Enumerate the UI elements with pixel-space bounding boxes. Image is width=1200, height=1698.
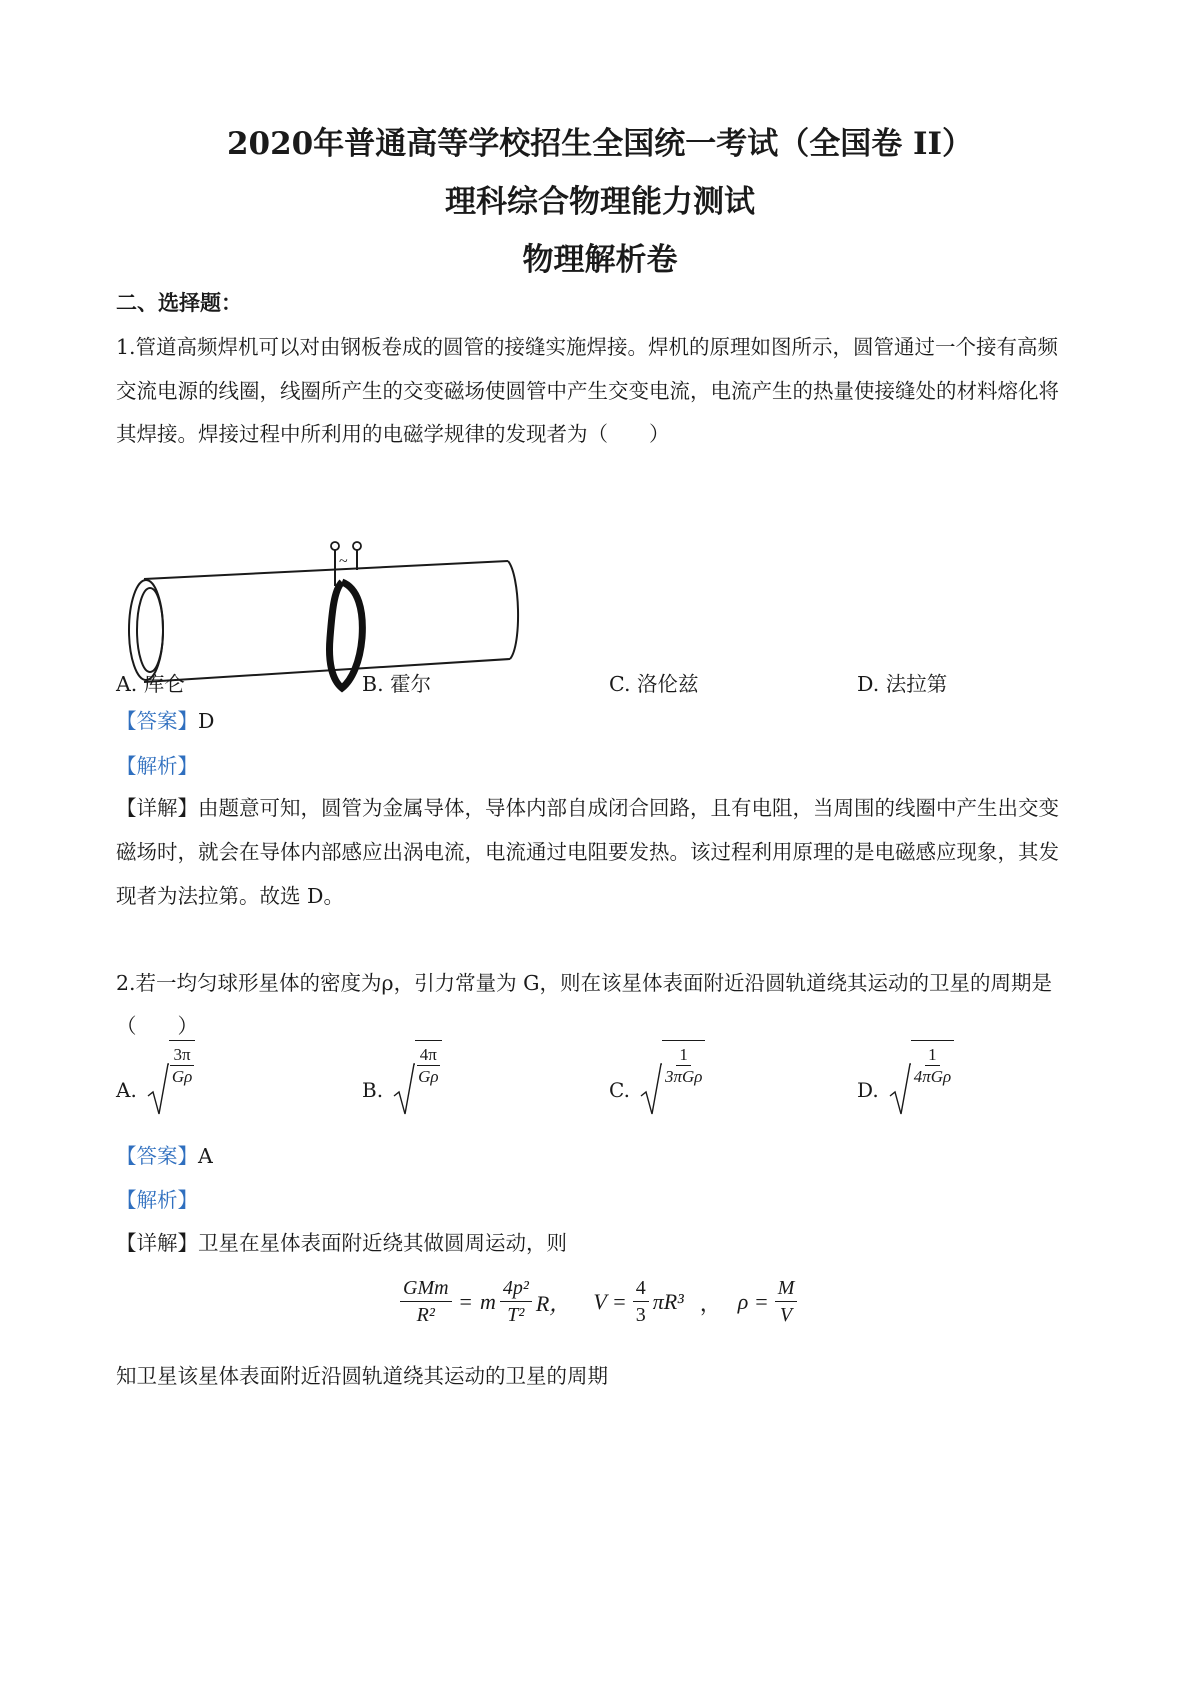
q1-detail-line-3: 现者为法拉第。故选 D。 — [116, 884, 344, 908]
coil-ring — [330, 582, 363, 688]
q2-analysis-tag: 【解析】 — [116, 1188, 198, 1212]
q1-answer-value: D — [198, 709, 215, 733]
section-heading: 二、选择题： — [116, 290, 242, 315]
page-title: 2020年普通高等学校招生全国统一考试（全国卷 II） — [226, 126, 974, 162]
q1-option-b[interactable]: B. 霍尔 — [362, 672, 432, 696]
q1-answer-tag: 【答案】 — [116, 709, 198, 733]
q2-d-numerator: 1 — [925, 1044, 940, 1066]
q2-option-c[interactable] — [609, 1044, 705, 1118]
q2-detail-line-2: 知卫星该星体表面附近沿圆轨道绕其运动的卫星的周期 — [116, 1364, 608, 1388]
terminal-right — [353, 542, 361, 550]
q2-a-denominator: Gρ — [171, 1067, 193, 1087]
ac-symbol: ~ — [339, 553, 348, 570]
eq-fraction-4: $\frac{M}{V}$ — [775, 1276, 798, 1328]
q1-text-line-1: 1.管道高频焊机可以对由钢板卷成的圆管的接缝实施焊接。焊机的原理如图所示，圆管通过一个接有高频 — [116, 335, 1059, 359]
q2-answer — [116, 1146, 213, 1167]
q2-option-d[interactable] — [857, 1044, 954, 1118]
q1-analysis-tag: 【解析】 — [116, 754, 198, 778]
q2-d-denominator: 4πGρ — [913, 1067, 952, 1087]
q1-text-line-3: 其焊接。焊接过程中所利用的电磁学规律的发现者为（ ） — [116, 422, 670, 446]
q2-c-numerator: 1 — [676, 1044, 691, 1066]
q2-text-line-2: （ ） — [116, 1014, 198, 1038]
q2-text-line-1: 2.若一均匀球形星体的密度为ρ，引力常量为 G，则在该星体表面附近沿圆轨道绕其运动的卫星的周期是 — [116, 971, 1053, 995]
q2-answer-tag: 【答案】 — [116, 1144, 198, 1168]
eq-fraction-2: $\frac{\text{4p²}}{\text{T²}}$ — [500, 1276, 532, 1328]
q2-b-denominator: Gρ — [418, 1067, 439, 1087]
q2-option-b-label: B. — [362, 1078, 384, 1102]
q1-option-d[interactable]: D. 法拉第 — [857, 672, 948, 696]
sqrt-icon — [640, 1044, 705, 1118]
eq-fraction-1: $\frac{\text{GMm}}{\text{R²}}$ — [400, 1276, 452, 1328]
terminal-left — [331, 542, 339, 550]
q2-detail-line-1: 【详解】卫星在星体表面附近绕其做圆周运动，则 — [116, 1231, 567, 1255]
q2-option-d-label: D. — [857, 1078, 879, 1102]
sqrt-icon — [889, 1044, 954, 1118]
q1-text-line-2: 交流电源的线圈，线圈所产生的交变磁场使圆管中产生交变电流，电流产生的热量使接缝处的材料熔化将 — [116, 379, 1059, 403]
page-subtitle-2: 物理解析卷 — [522, 242, 678, 278]
q2-b-numerator: 4π — [417, 1044, 440, 1066]
q1-detail-line-2: 磁场时，就会在导体内部感应出涡电流，电流通过电阻要发热。该过程利用原理的是电磁感应现象，其发 — [116, 840, 1059, 864]
eq-fraction-3: $\frac{4}{3}$ — [633, 1276, 649, 1328]
q1-option-c[interactable]: C. 洛伦兹 — [609, 672, 699, 696]
q2-option-c-label: C. — [609, 1078, 630, 1102]
q2-answer-value: A — [198, 1144, 213, 1168]
q2-equation: $\frac{\text{GMm}}{\text{R²}}$ = m $\frac{\text{4p²}}{\text{T²}}$ R， V = $\frac{4}{3}$ πR³ ， ρ = $\frac{M}{V}$ — [400, 1276, 797, 1328]
q1-option-a[interactable]: A. 库仑 — [116, 672, 185, 696]
q1-answer — [116, 711, 214, 732]
q2-c-denominator: 3πGρ — [664, 1067, 703, 1087]
q2-option-a-label: A. — [116, 1078, 137, 1102]
q1-detail-line-1: 【详解】由题意可知，圆管为金属导体，导体内部自成闭合回路，且有电阻，当周围的线圈中产生出交变 — [116, 796, 1059, 820]
q2-a-numerator: 3π — [170, 1044, 193, 1066]
page-subtitle: 理科综合物理能力测试 — [445, 184, 755, 220]
